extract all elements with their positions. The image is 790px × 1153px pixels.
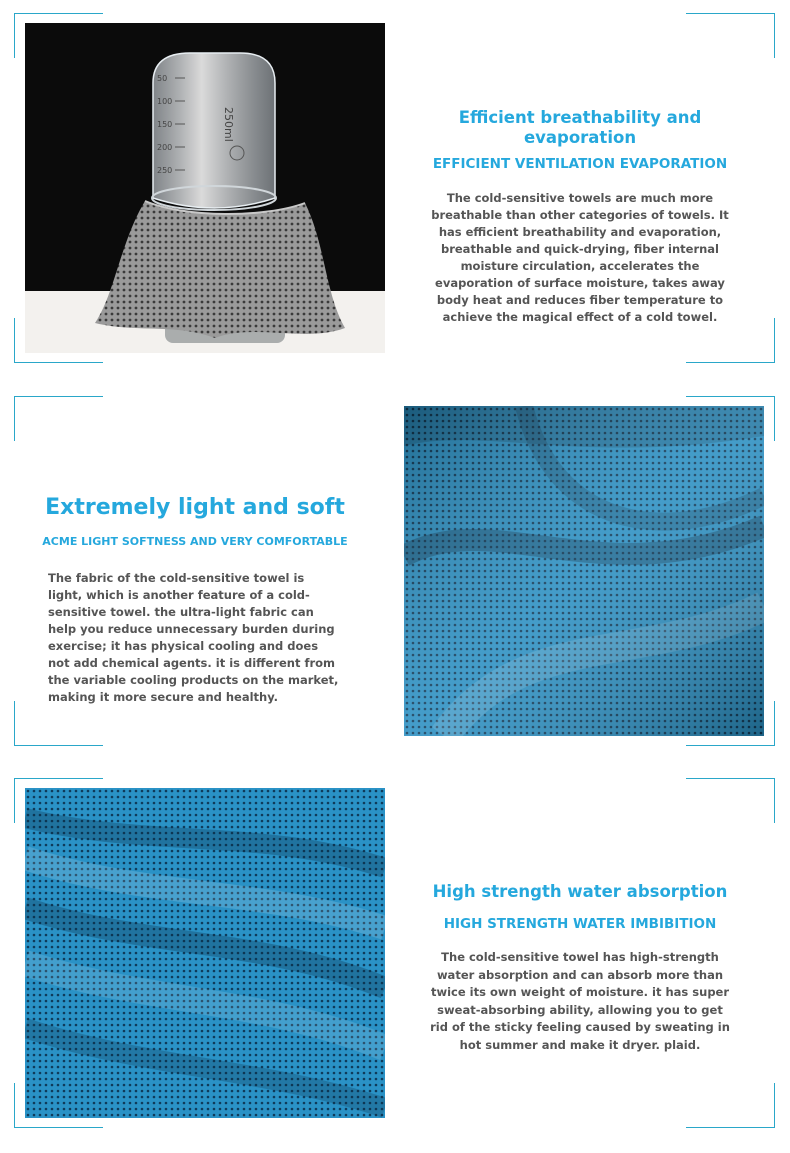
feature-section-lightness	[0, 384, 790, 764]
frame-corner	[14, 701, 103, 746]
beaker-mark: 250	[157, 166, 173, 175]
beaker-mark: 100	[157, 97, 173, 106]
feature-title: Efficient breathability and evaporation	[458, 108, 702, 147]
feature-description: The cold-sensitive towels are much more breathable than other categories of towels. It has efficient breathability and evaporation, breathable and quick-drying, fiber internal moisture circulation, accelerates the evaporation of surface moisture, takes away body heat and reduces fiber temperature to achieve the magical effect of a cold towel.	[431, 191, 729, 324]
feature-section-breathability	[0, 0, 790, 370]
frame-corner	[14, 396, 103, 441]
beaker-towel-illustration	[25, 23, 385, 353]
feature-title: High strength water absorption	[432, 882, 728, 901]
feature-section-absorption	[0, 768, 790, 1153]
feature-subtitle: HIGH STRENGTH WATER IMBIBITION	[443, 916, 717, 932]
blue-towel-folds-photo	[404, 406, 764, 736]
feature-subtitle: ACME LIGHT SOFTNESS AND VERY COMFORTABLE	[42, 535, 348, 548]
feature-description: The fabric of the cold-sensitive towel is light, which is another feature of a cold-sensitive towel. the ultra-light fabric can help you reduce unnecessary burden during exercise; it has physical cooling and does not add chemical agents. it is different from the variable cooling products on the market, making it more secure and healthy.	[48, 571, 339, 704]
beaker-capacity-label: 250ml	[222, 107, 235, 142]
frame-corner	[686, 13, 775, 58]
frame-corner	[686, 778, 775, 823]
feature-title: Extremely light and soft	[45, 495, 345, 520]
feature-text-breathability	[425, 108, 735, 326]
frame-corner	[686, 1083, 775, 1128]
feature-text-lightness	[40, 494, 350, 706]
feature-text-absorption	[425, 881, 735, 1054]
beaker-mark: 50	[157, 74, 168, 83]
feature-subtitle: EFFICIENT VENTILATION EVAPORATION	[432, 156, 728, 172]
blue-towel-waves-photo	[25, 788, 385, 1118]
blue-towel-illustration	[404, 406, 764, 736]
feature-description: The cold-sensitive towel has high-strength water absorption and can absorb more than twice its own weight of moisture. it has super sweat-absorbing ability, allowing you to get rid of the sticky feeling caused by sweating in hot summer and make it dryer. plaid.	[430, 950, 730, 1052]
beaker-towel-photo	[25, 23, 385, 353]
beaker-mark: 200	[157, 143, 173, 152]
beaker-mark: 150	[157, 120, 173, 129]
blue-towel-illustration	[25, 788, 385, 1118]
